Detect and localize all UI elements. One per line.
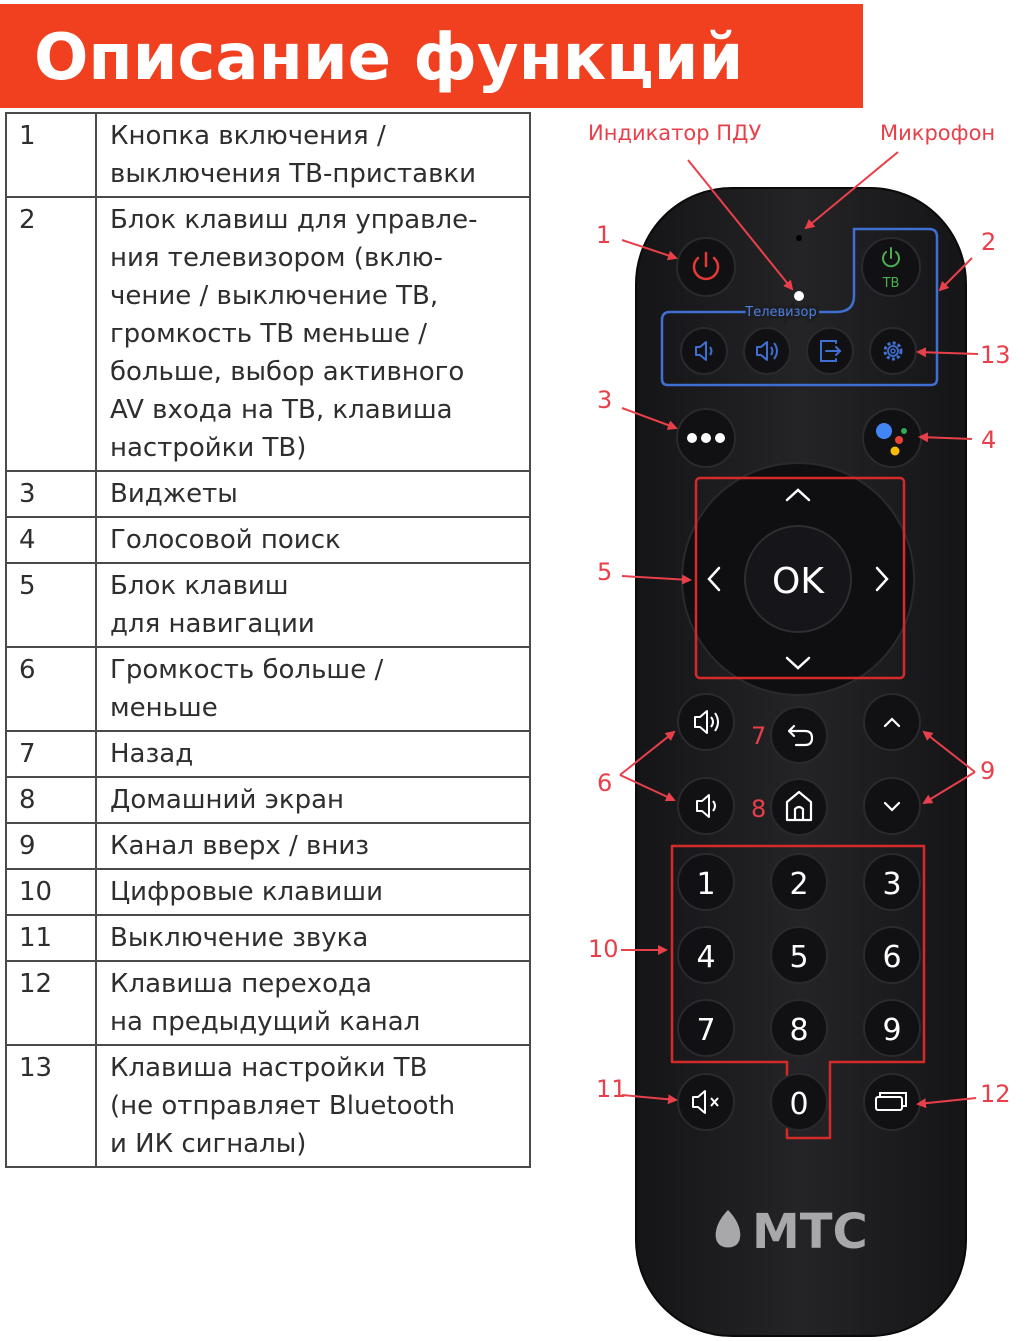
power-button[interactable] [677,238,735,296]
row-description: Канал вверх / вниз [96,823,530,869]
callout-12: 12 [980,1080,1011,1108]
home-button[interactable] [771,779,827,835]
digit-label: 5 [789,940,809,975]
row-description: Назад [96,731,530,777]
row-description: Домашний экран [96,777,530,823]
more-dots-icon [687,433,725,443]
callout-1: 1 [596,221,612,249]
tv-power-button[interactable] [862,238,920,296]
row-description: Виджеты [96,471,530,517]
row-description: Блок клавиш для управле- ния телевизором (вклю- чение / выключение ТВ, громкость ТВ меньше / больше, выбор активного AV входа на ТВ, клавиша настройки ТВ) [96,197,530,471]
microphone-hole [796,235,802,241]
row-number: 10 [6,869,96,915]
digit-label: 6 [882,940,902,975]
digit-label: 8 [789,1013,809,1048]
row-description: Громкость больше / меньше [96,647,530,731]
row-number: 1 [6,113,96,197]
tv-settings-button[interactable] [870,328,916,374]
voice-search-button[interactable] [863,409,921,467]
callout-13: 13 [980,341,1011,369]
callout-5: 5 [597,558,613,586]
row-number: 13 [6,1045,96,1167]
page-title: Описание функций [34,21,744,95]
digit-label: 1 [696,867,716,902]
indicator-led [794,291,804,301]
digit-button-9[interactable] [864,1000,920,1056]
row-number: 8 [6,777,96,823]
digit-button-1[interactable] [678,854,734,910]
callout-4: 4 [981,426,997,454]
row-number: 7 [6,731,96,777]
row-description: Голосовой поиск [96,517,530,563]
row-description: Клавиша перехода на предыдущий канал [96,961,530,1045]
digit-label: 0 [789,1087,809,1122]
previous-channel-button[interactable] [864,1074,920,1130]
digit-button-3[interactable] [864,854,920,910]
callout-11: 11 [596,1075,627,1103]
callout-6: 6 [597,769,613,797]
mute-button[interactable] [678,1074,734,1130]
callout-2: 2 [981,228,997,256]
tv-power-label: ТВ [882,276,900,291]
row-description: Клавиша настройки ТВ (не отправляет Bluetooth и ИК сигналы) [96,1045,530,1167]
row-number: 6 [6,647,96,731]
widgets-button[interactable] [677,409,735,467]
row-number: 11 [6,915,96,961]
microphone-callout-label: Микрофон [880,121,996,145]
ok-label: OK [772,561,824,602]
callout-10: 10 [588,935,619,963]
digit-button-2[interactable] [771,854,827,910]
row-number: 4 [6,517,96,563]
indicator-callout-label: Индикатор ПДУ [588,121,762,145]
digit-button-7[interactable] [678,1000,734,1056]
ok-button[interactable] [745,526,851,632]
row-description: Кнопка включения / выключения ТВ-приставки [96,113,530,197]
back-button[interactable] [771,707,827,763]
digit-button-8[interactable] [771,1000,827,1056]
row-number: 3 [6,471,96,517]
tv-volume-up-button[interactable] [744,328,790,374]
channel-down-button[interactable] [864,778,920,834]
channel-up-button[interactable] [864,694,920,750]
digit-button-4[interactable] [678,927,734,983]
digit-button-6[interactable] [864,927,920,983]
callout-8: 8 [751,795,767,823]
row-number: 9 [6,823,96,869]
digit-label: 3 [882,867,902,902]
tv-group-label: Телевизор [745,305,817,320]
row-number: 12 [6,961,96,1045]
row-description: Цифровые клавиши [96,869,530,915]
row-number: 2 [6,197,96,471]
digit-label: 4 [696,940,716,975]
row-number: 5 [6,563,96,647]
tv-volume-down-button[interactable] [681,328,727,374]
callout-7: 7 [751,722,767,750]
callout-3: 3 [597,386,613,414]
digit-label: 2 [789,867,809,902]
row-description: Выключение звука [96,915,530,961]
volume-down-button[interactable] [678,778,734,834]
digit-button-0[interactable] [771,1074,827,1130]
digit-label: 9 [882,1013,902,1048]
tv-input-button[interactable] [807,328,853,374]
digit-label: 7 [696,1013,716,1048]
row-description: Блок клавиш для навигации [96,563,530,647]
callout-9: 9 [980,757,996,785]
digit-button-5[interactable] [771,927,827,983]
volume-up-button[interactable] [678,694,734,750]
brand-label: МТС [752,1204,868,1260]
